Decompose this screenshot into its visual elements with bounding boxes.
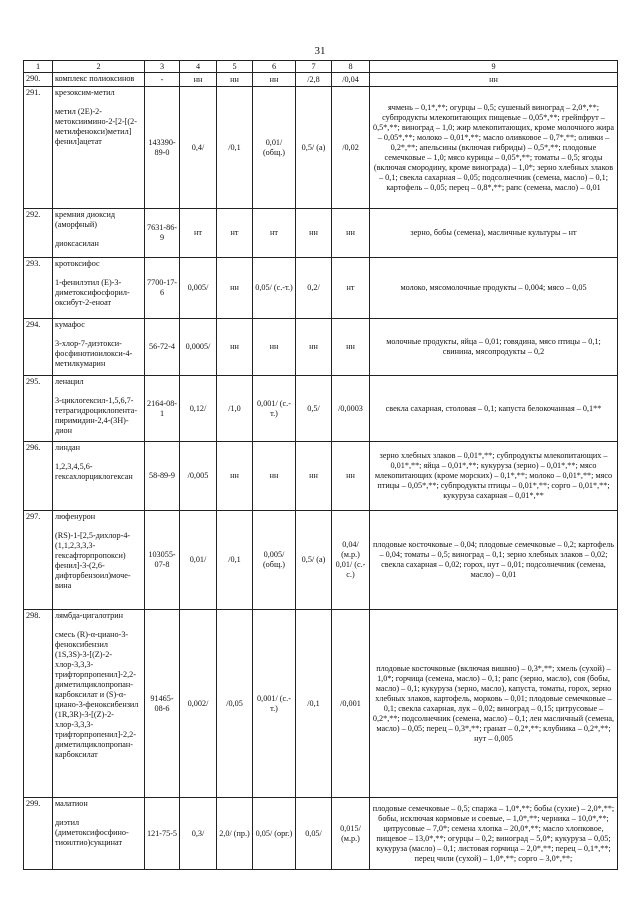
column-header: 5 [217,61,253,73]
column-header: 1 [24,61,53,73]
row-number: 299. [24,798,53,870]
row-number: 296. [24,442,53,511]
substance-cell [53,511,145,610]
value-col6: 0,001/ (с.-т.) [253,610,296,798]
cas-number: 56-72-4 [145,319,180,376]
value-col7: 0,05/ [296,798,332,870]
substance-name: кумафос [55,320,85,329]
value-col6: 0,001/ (с.-т.) [253,376,296,442]
table-row [24,511,618,610]
substance-name: люфенурон [55,512,96,521]
substance-cell [53,73,145,87]
table-row [24,319,618,376]
cas-number: 58-89-9 [145,442,180,511]
value-col4: 0,3/ [180,798,217,870]
header-row [24,61,618,73]
cas-number: 7700-17-6 [145,258,180,319]
value-col4: 0,005/ [180,258,217,319]
substance-cell [53,209,145,258]
chemical-name: метил (2E)-2-метоксиимино-2-[2-[(2-метилфенокси)метил] фенил]ацетат [55,107,137,146]
value-col4: нн [180,73,217,87]
value-col6: 0,005/ (общ.) [253,511,296,610]
value-col8: нн [332,319,370,376]
substance-name: линдан [55,443,81,452]
residue-limits: плодовые семечковые – 0,5; спаржа – 1,0*,**; бобы (сухие) – 2,0*,**; бобы, исключая кормовые и соевые, – 1,0*,**; черника – 10,0*,**; цитрусовые – 7,0*; семена хлопка – 20,0*,**; масло хлопковое, пищевое – 13,0*,**; огурцы – 0,2; виноград – 5,0*; кукуруза – 0,05; кукуруза (масло) – 0,1; листовая горчица – 2,0*,**; перец – 0,1*,**; перец чили (сухой) – 1,0*,**; сорго – 3,0*,**; [370,798,618,870]
value-col5: /0,1 [217,87,253,209]
value-col6: 0,05/ (орг.) [253,798,296,870]
value-col8: /0,001 [332,610,370,798]
value-col5: нн [217,442,253,511]
value-col4: 0,0005/ [180,319,217,376]
chemical-name: 3-циклогексил-1,5,6,7-тетрагидроциклопента-пиримидин-2,4-(3Н)-дион [55,396,138,435]
value-col7: нн [296,209,332,258]
value-col4: нт [180,209,217,258]
residue-limits: молочные продукты, яйца – 0,01; говядина, мясо птицы – 0,1; свинина, мясопродукты – 0,2 [370,319,618,376]
value-col8: /0,04 [332,73,370,87]
column-header: 3 [145,61,180,73]
column-header: 9 [370,61,618,73]
substance-name: кротоксифос [55,259,100,268]
value-col7: 0,5/ [296,376,332,442]
value-col8: нн [332,442,370,511]
value-col7: нн [296,442,332,511]
value-col6: нн [253,73,296,87]
page-number: 31 [314,45,326,57]
value-col4: 0,4/ [180,87,217,209]
value-col5: нн [217,258,253,319]
column-header: 7 [296,61,332,73]
table-row [24,87,618,209]
table-row [24,258,618,319]
column-header: 8 [332,61,370,73]
cas-number: 91465-08-6 [145,610,180,798]
value-col6: 0,05/ (с.-т.) [253,258,296,319]
chemical-name: диоксасилан [55,239,99,248]
cas-number: 121-75-5 [145,798,180,870]
chemical-name: (RS)-1-[2,5-дихлор-4-(1,1,2,3,3,3-гексафторпропокси) фенил]-3-(2,6-дифторбензоил)моче-вина [55,531,131,590]
substance-name: лямбда-цигалотрин [55,611,123,620]
residue-limits: молоко, мясомолочные продукты – 0,004; мясо – 0,05 [370,258,618,319]
value-col8: нн [332,209,370,258]
substance-cell [53,87,145,209]
value-col7: 0,5/ (а) [296,87,332,209]
value-col8: нт [332,258,370,319]
column-header: 2 [53,61,145,73]
residue-limits: ячмень – 0,1*,**; огурцы – 0,5; сушеный виноград – 2,0*,**; субпродукты млекопитающих пищевые – 0,05*,**; грейпфрут – 0,5*,**; виноград – 1,0; жир млекопитающих, кроме молочного жира – 0,05*,**; молоко – 0,01*,**; масло оливковое – 0,7*,**; оливки – 0,2*,**; апельсины (включая гибриды) – 0,5*,**; плодовые семечковые – 1,0; мясо курицы – 0,05*,**; томаты – 0,5; ягоды (включая смородину, кроме винограда) – 1,0*; зерно хлебных злаков – 0,1; свекла сахарная – 0,05; подсолнечник (семена, масло) – 0,1; картофель – 0,05; перец – 0,8*,**; рапс (семена, масло) – 0,01 [370,87,618,209]
residue-limits: плодовые косточковые – 0,04; плодовые семечковые – 0,2; картофель – 0,04; томаты – 0,5; виноград – 0,1; зерно хлебных злаков – 0,02; свекла сахарная – 0,02; горох, нут – 0,01; подсолнечник (семена, масло) – 0,01 [370,511,618,610]
row-number: 295. [24,376,53,442]
value-col7: 0,5/ (а) [296,511,332,610]
row-number: 291. [24,87,53,209]
value-col6: нн [253,319,296,376]
value-col5: /1,0 [217,376,253,442]
value-col4: 0,002/ [180,610,217,798]
table-row [24,209,618,258]
cas-number: - [145,73,180,87]
table-row [24,442,618,511]
table-row [24,798,618,870]
chemical-name: 1,2,3,4,5,6-гексахлорциклогексан [55,462,133,481]
row-number: 293. [24,258,53,319]
substance-cell [53,442,145,511]
value-col5: /0,05 [217,610,253,798]
substance-name: комплекс полиоксинов [55,74,135,83]
table-row [24,376,618,442]
substance-name: кремния диоксид (аморфный) [55,210,116,229]
regulation-table [23,60,618,870]
value-col8: 0,015/ (м.р.) [332,798,370,870]
column-header: 4 [180,61,217,73]
value-col8: /0,0003 [332,376,370,442]
row-number: 298. [24,610,53,798]
substance-name: крезоксим-метил [55,88,115,97]
chemical-name: смесь (R)-α-циано-3-феноксибензил (1S,3S)-3-[(Z)-2-хлор-3,3,3-трифторпропенил]-2,2-диметилциклопропан-карбоксилат и (S)-α-циано-3-феноксибензил (1R,3R)-3-[(Z)-2-хлор-3,3,3-трифторпропенил]-2,2-диметилциклопропан-карбоксилат [55,630,139,759]
value-col7: /0,1 [296,610,332,798]
table-row [24,610,618,798]
residue-limits: зерно, бобы (семена), масличные культуры – нт [370,209,618,258]
value-col8: /0,02 [332,87,370,209]
table-row [24,73,618,87]
value-col5: /0,1 [217,511,253,610]
row-number: 290. [24,73,53,87]
value-col7: /2,8 [296,73,332,87]
substance-name: ленацил [55,377,84,386]
value-col5: нн [217,319,253,376]
row-number: 297. [24,511,53,610]
value-col7: 0,2/ [296,258,332,319]
substance-cell [53,798,145,870]
cas-number: 7631-86-9 [145,209,180,258]
substance-cell [53,258,145,319]
residue-limits: нн [370,73,618,87]
column-header: 6 [253,61,296,73]
row-number: 292. [24,209,53,258]
value-col6: 0,01/ (общ.) [253,87,296,209]
value-col5: нт [217,209,253,258]
substance-cell [53,610,145,798]
substance-name: малатион [55,799,88,808]
value-col5: 2,0/ (пр.) [217,798,253,870]
chemical-name: диэтил (диметоксифосфино-тиоилтио)сукцинат [55,818,129,847]
value-col6: нн [253,442,296,511]
substance-cell [53,319,145,376]
cas-number: 143390-89-0 [145,87,180,209]
value-col6: нт [253,209,296,258]
chemical-name: 1-фенилэтил (E)-3-диметоксифосфорил-оксибут-2-еноат [55,278,130,307]
value-col5: нн [217,73,253,87]
residue-limits: зерно хлебных злаков – 0,01*,**; субпродукты млекопитающих – 0,01*,**; яйца – 0,01*,**; кукуруза (зерно) – 0,01*,**; мясо млекопитающих (кроме морских) – 0,1*,**; молоко – 0,01*,**; мясо птицы – 0,05*,**; субпродукты птицы – 0,01*,**; сорго – 0,01*,**; кукуруза сахарная – 0,01*,** [370,442,618,511]
row-number: 294. [24,319,53,376]
value-col8: 0,04/ (м.р.) 0,01/ (с.-с.) [332,511,370,610]
cas-number: 2164-08-1 [145,376,180,442]
value-col4: 0,12/ [180,376,217,442]
chemical-name: 3-хлор-7-диэтокси-фосфинотиоилокси-4-метилкумарин [55,339,133,368]
value-col7: нн [296,319,332,376]
value-col4: 0,01/ [180,511,217,610]
residue-limits: плодовые косточковые (включая вишню) – 0,3*,**; хмель (сухой) – 1,0*; горчица (семена, масло) – 0,1; рапс (зерно, масло), соя (бобы, масло) – 0,1; кукуруза (зерно, масло), капуста, томаты, горох, зерно хлебных злаков, картофель, морковь – 0,01; плодовые семечковые – 0,1; свекла сахарная, лук – 0,02; виноград – 0,15; цитрусовые – 0,2*,**; подсолнечник (семена, масло) – 0,1; лен масличный (семена, масло) – 0,05; перец – 0,3*,**; гранат – 0,2*,**; клубника – 0,2*,**; нут – 0,005 [370,610,618,798]
cas-number: 103055-07-8 [145,511,180,610]
substance-cell [53,376,145,442]
value-col4: /0,005 [180,442,217,511]
residue-limits: свекла сахарная, столовая – 0,1; капуста белокочанная – 0,1** [370,376,618,442]
